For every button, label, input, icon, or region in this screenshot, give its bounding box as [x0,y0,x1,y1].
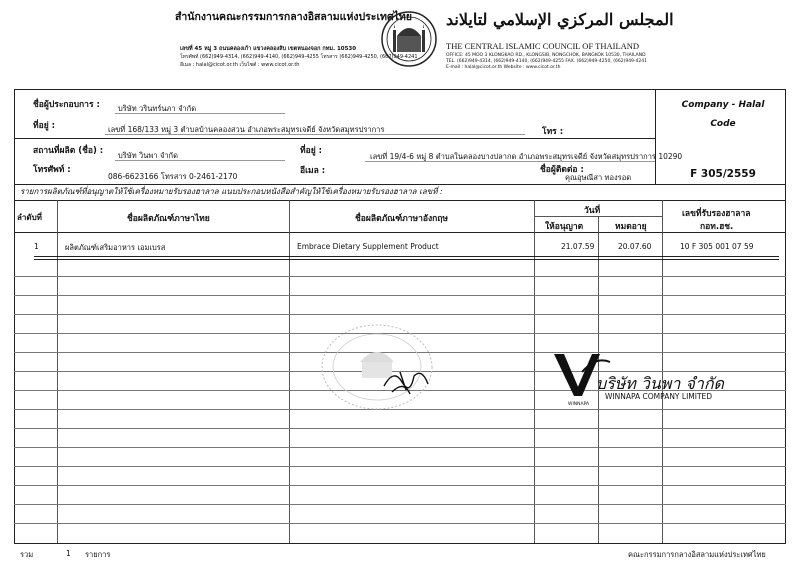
header-no: ลำดับที่ [17,213,42,222]
applicant-value: บริษัท วรินทร์นภา จำกัด [118,104,197,113]
header-cert-no-sub: กอท.ฮช. [700,222,734,232]
stamp-company-th: บริษัท วินพา จำกัด [596,374,724,393]
code-value: F 305/2559 [690,168,756,180]
org-name-en: THE CENTRAL ISLAMIC COUNCIL OF THAILAND [446,41,640,51]
org-name-th: สำนักงานคณะกรรมการกลางอิสลามแห่งประเทศไทย [175,11,412,23]
email-th: อีเมล : halal@cicot.or.th เว็บไซต์ : www.cicot.or.th [180,62,300,68]
top-border [14,89,786,90]
header-cert-no: เลขที่รับรองฮาลาล [682,209,751,219]
row-expire: 20.07.60 [618,242,652,251]
right-border [785,89,786,544]
stamp-logo-text: WINNAPA [568,402,590,407]
footer-total-unit: รายการ [85,550,111,559]
factory-value: บริษัท วินพา จำกัด [118,151,178,160]
header-date: วันที่ [584,206,601,216]
row-issued: 21.07.59 [561,242,595,251]
phone-value: 086-6623166 โทรสาร 0-2461-2170 [108,172,238,181]
code-divider [655,89,656,184]
address-value: เลขที่ 168/133 หมู่ 3 ตำบลบ้านคลองสวน อำเภอพระสมุทรเจดีย์ จังหวัดสมุทรปราการ [108,125,385,134]
factory-label: สถานที่ผลิต (ชื่อ) : [33,146,104,156]
row-no: 1 [34,242,39,251]
header-date-issued: ให้อนุญาต [545,222,584,232]
company-halal-label: Company - Halal [681,100,765,110]
address-th: เลขที่ 45 หมู่ 3 ถนนคลองเก้า แขวงคลองสิบ เขตหนองจอก กทม. 10530 [180,46,357,52]
address-label: ที่อยู่ : [33,121,56,131]
applicant-label: ชื่อผู้ประกอบการ : [33,100,100,110]
header-date-expire: หมดอายุ [615,222,647,232]
contact-value: คุณอุษณีสา ทองรอด [565,173,632,182]
footer-total-label: รวม [20,550,34,559]
phone-label: โทรศัพท์ : [33,165,71,175]
address-en: OFFICE: 45 MOO 3 KLONGKAO RD., KLONGSIB, NONGCHOK, BANGKOK 10530, THAILAND [446,53,646,58]
header-name-th: ชื่อผลิตภัณฑ์ภาษาไทย [127,214,210,224]
footer-org: คณะกรรมการกลางอิสลามแห่งประเทศไทย [628,550,766,559]
row-name-th: ผลิตภัณฑ์เสริมอาหาร เอมเบรส [65,243,166,252]
tel-label: โทร : [542,127,564,137]
row-cert: 10 F 305 001 07 59 [680,242,754,251]
contact-label: ชื่อผู้ติดต่อ : [540,165,584,175]
council-seal-icon [380,10,438,68]
phone-th: โทรศัพท์ (662)949-4314, (662)949-4140, (662)949-4255 โทรสาร (662)949-4250, (662)949-4241 [180,54,418,60]
list-title: รายการผลิตภัณฑ์ที่อนุญาตให้ใช้เครื่องหมายรับรองฮาลาล แนบประกอบหนังสือสำคัญให้ใช้เครื่องหมายรับรองฮาลาล เลขที่ : [20,187,443,196]
footer-total-count: 1 [66,549,71,558]
factory-address-value: เลขที่ 19/4-6 หมู่ 8 ตำบลในคลองบางปลากด อำเภอพระสมุทรเจดีย์ จังหวัดสมุทรปราการ 10290 [370,152,683,161]
row-name-en: Embrace Dietary Supplement Product [297,242,439,251]
factory-address-label: ที่อยู่ : [300,146,323,156]
left-border [14,89,15,544]
email-label: อีเมล : [300,166,326,176]
code-label: Code [710,119,736,129]
signature-icon [380,362,435,397]
stamp-company-en: WINNAPA COMPANY LIMITED [605,392,713,401]
email-en: E-mail : halal@cicot.or.th Website : www.cicot.or.th [446,65,561,70]
header-name-en: ชื่อผลิตภัณฑ์ภาษาอังกฤษ [355,214,449,224]
arabic-name: المجلس المركزي الإسلامي لتايلاند [446,10,674,29]
phone-en: TEL. (662)949-4314, (662)949-4140, (662)949-4255 FAX. (662)949-4250, (662)949-4241 [446,59,647,64]
